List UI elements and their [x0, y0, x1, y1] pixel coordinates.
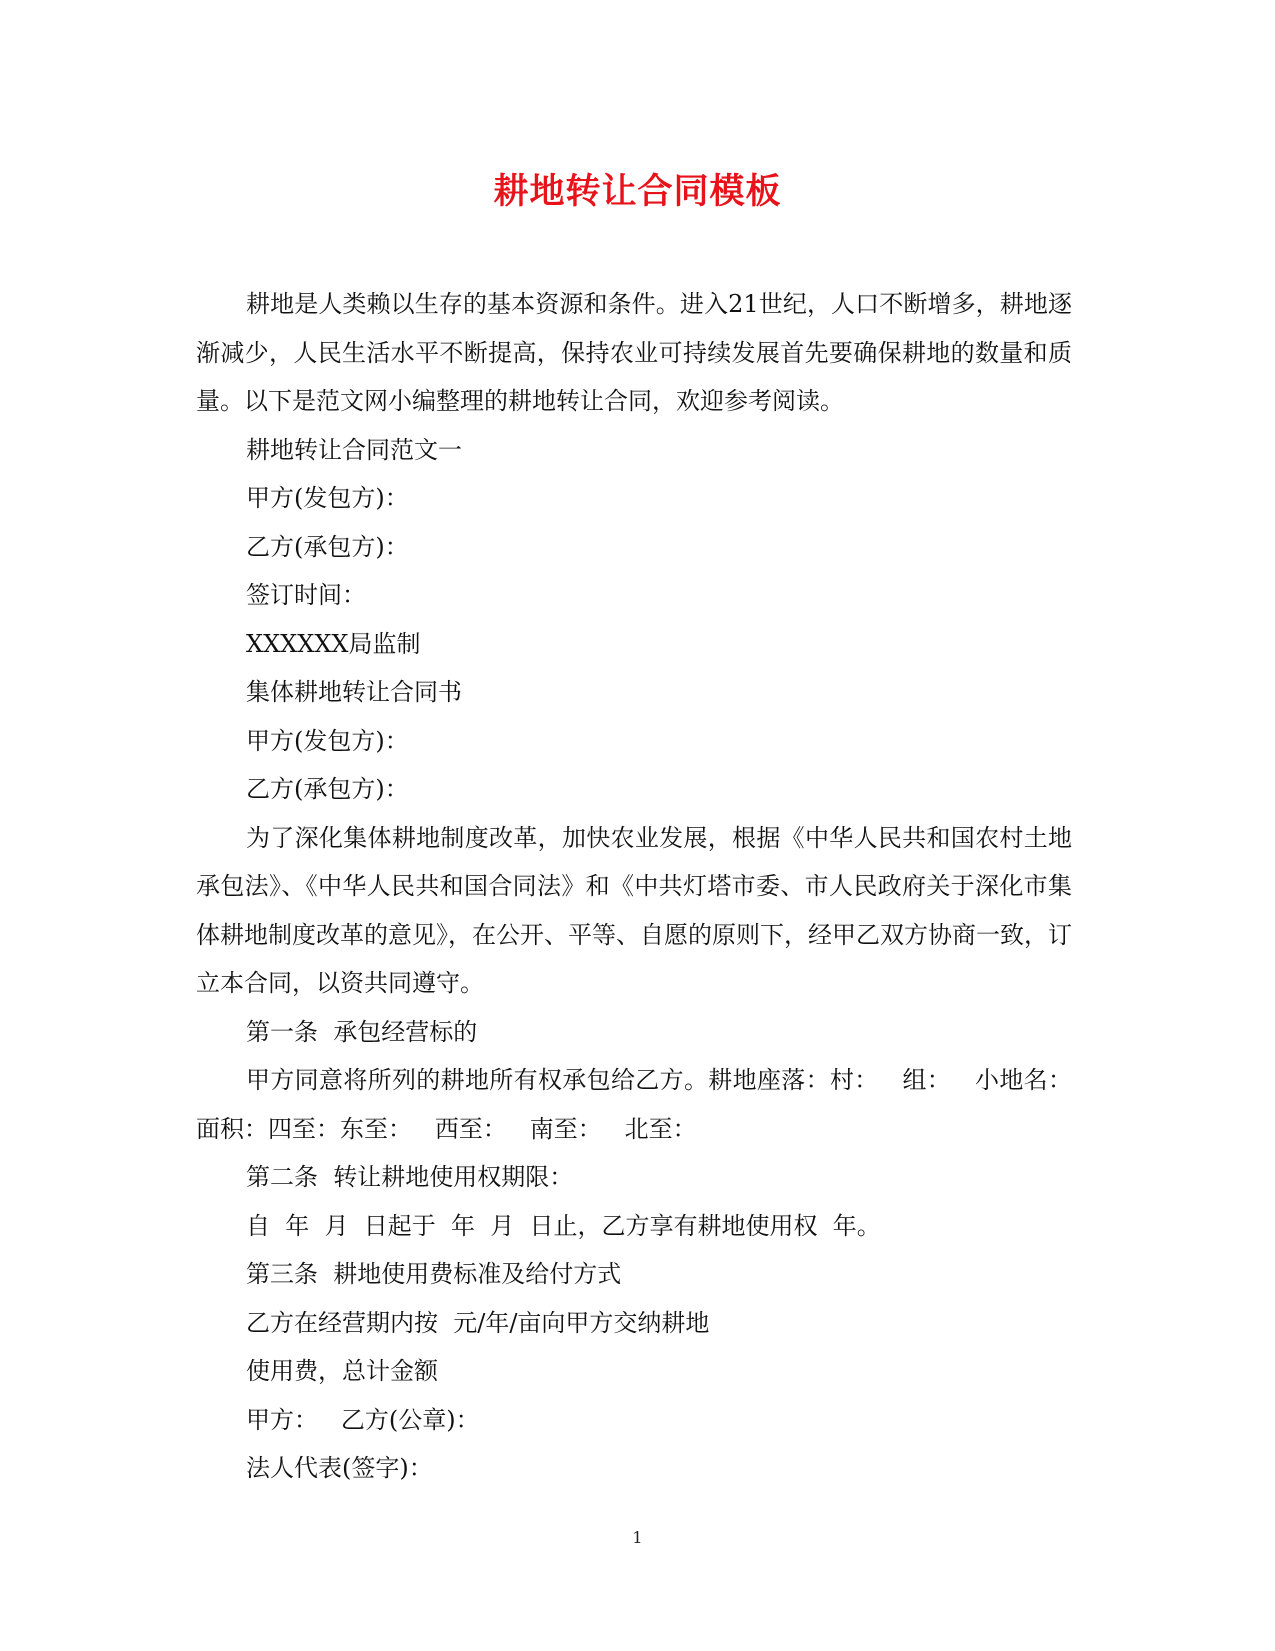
party-b-line-2: 乙方(承包方)：: [246, 775, 409, 803]
sample-heading: 耕地转让合同范文一: [246, 435, 462, 464]
preamble-paragraph: 为了深化集体耕地制度改革，加快农业发展，根据《中华人民共和国农村土地承包法》、《中华人民共和国合同法》和《中共灯塔市委、市人民政府关于深化市集体耕地制度改革的意见》，在公开、平等、自愿的原则下，经甲乙双方协商一致，订立本合同，以资共同遵守。: [196, 823, 1072, 997]
article-2-heading: 第二条 转让耕地使用权期限：: [246, 1163, 574, 1191]
party-a-line-2: 甲方(发包方)：: [246, 726, 409, 755]
article-2-body: 自 年 月 日起于 年 月 日止，乙方享有耕地使用权 年。: [246, 1211, 881, 1240]
party-a-line: 甲方(发包方)：: [246, 484, 409, 512]
intro-paragraph: 耕地是人类赖以生存的基本资源和条件。进入21世纪，人口不断增多，耕地逐渐减少，人民生活水平不断提高，保持农业可持续发展首先要确保耕地的数量和质量。以下是范文网小编整理的耕地转让合同，欢迎参考阅读。: [196, 290, 1072, 415]
document-title: 耕地转让合同模板: [493, 172, 782, 212]
article-3-heading: 第三条 耕地使用费标准及给付方式: [246, 1260, 622, 1288]
party-b-line: 乙方(承包方)：: [246, 532, 409, 561]
article-3-body: 乙方在经营期内按 元/年/亩向甲方交纳耕地: [246, 1308, 710, 1337]
signing-time-line: 签订时间：: [246, 581, 366, 609]
page-number: 1: [632, 1528, 643, 1547]
fee-total-line: 使用费，总计金额: [246, 1357, 438, 1385]
contract-book-heading: 集体耕地转让合同书: [246, 678, 462, 706]
document-body: [196, 280, 1088, 1493]
article-1-heading: 第一条 承包经营标的: [246, 1017, 478, 1046]
legal-rep-line: 法人代表(签字)：: [246, 1454, 433, 1482]
signature-parties-line: 甲方： 乙方(公章)：: [246, 1405, 480, 1434]
supervisor-line: XXXXXX局监制: [246, 629, 421, 658]
article-1-body: 甲方同意将所列的耕地所有权承包给乙方。耕地座落：村： 组： 小地名： 面积：四至：东至： 西至： 南至： 北至：: [196, 1066, 1088, 1143]
